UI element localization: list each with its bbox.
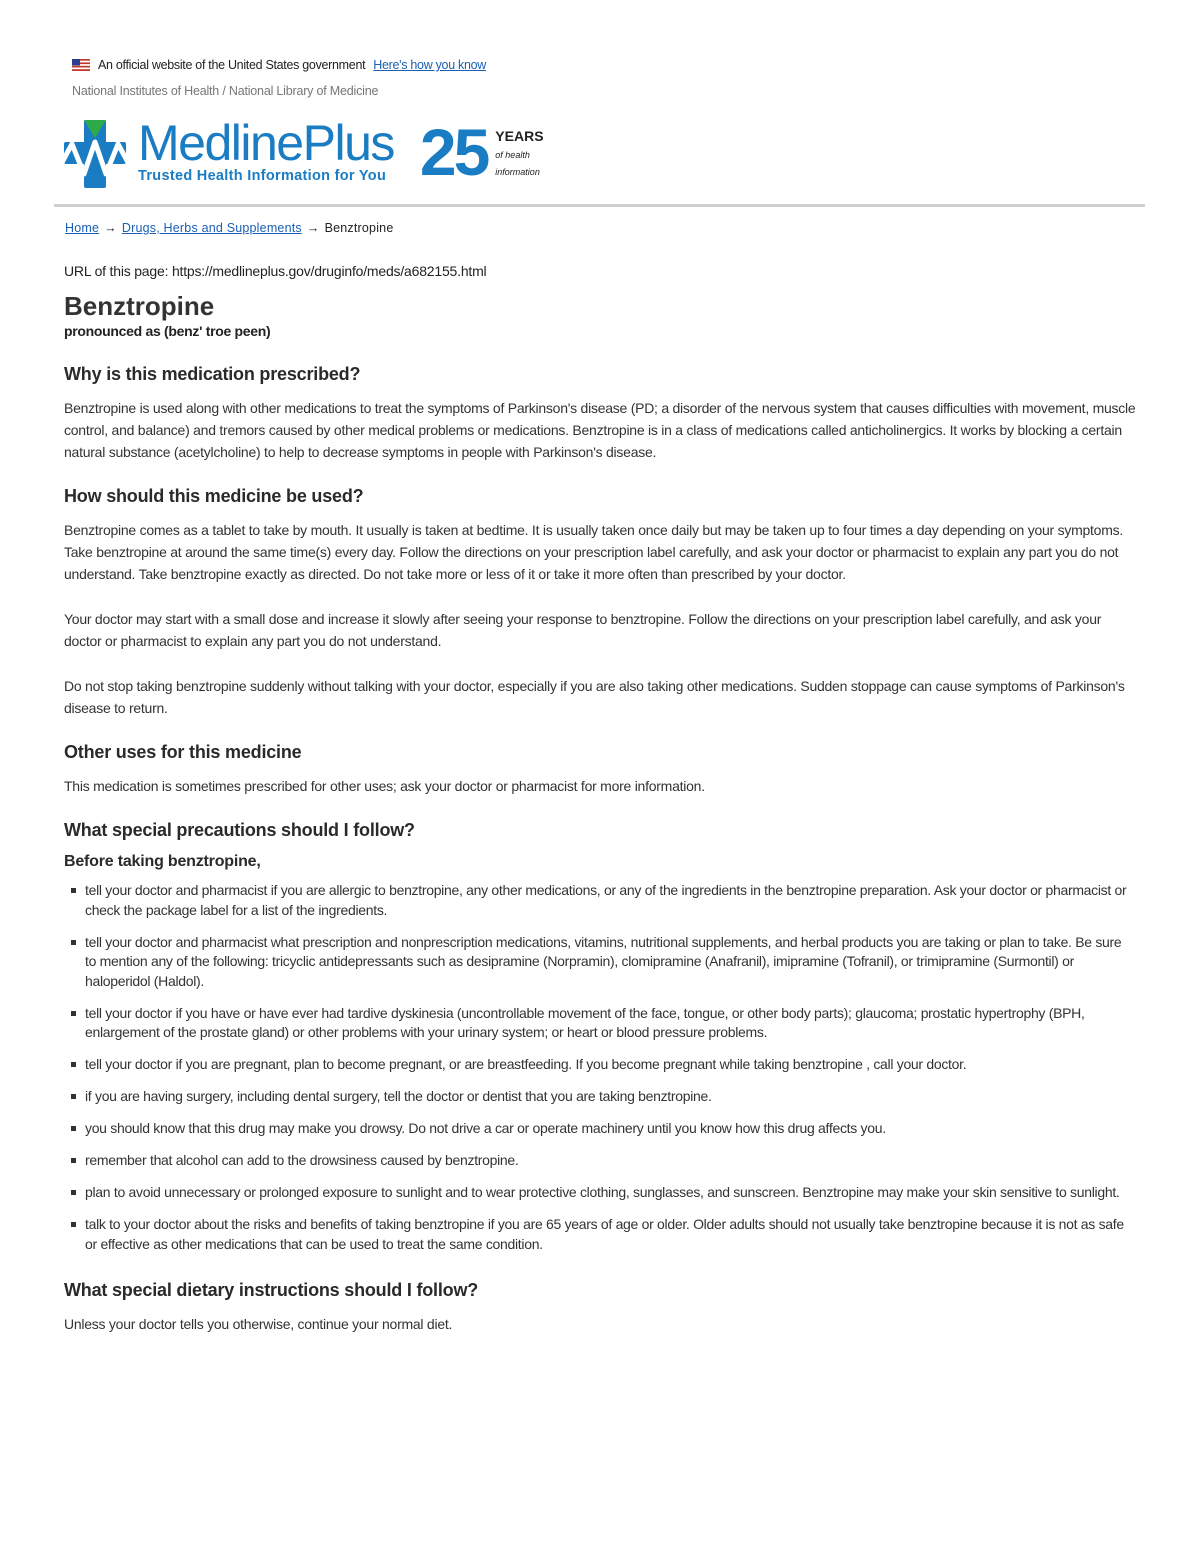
paragraph: Benztropine comes as a tablet to take by mouth. It usually is taken at bedtime. It is usually taken once daily but may be taken up to four times a day depending on your symptoms. Take benztropine at around the same time(s) every day. Follow the directions on your prescription label carefully, and ask your doctor or pharmacist to explain any part you do not understand. Take benztropine exactly as directed. Do not take more or less of it or take it more often than prescribed by your doctor. xyxy=(64,522,1123,582)
list-item-text: talk to your doctor about the risks and benefits of taking benztropine if you are 65 years of age or older. Older adults should not usually take benztropine because it is not as safe or effective as other medications that can be used to treat the same condition. xyxy=(85,1216,1124,1252)
breadcrumb-drugs-link[interactable]: Drugs, Herbs and Supplements xyxy=(121,221,302,235)
list-item-text: if you are having surgery, including dental surgery, tell the doctor or dentist that you are taking benztropine. xyxy=(85,1088,712,1104)
paragraph: Benztropine is used along with other medications to treat the symptoms of Parkinson's disease (PD; a disorder of the nervous system that causes difficulties with movement, muscle control, and balance) and tremors caused by other medical problems or medications. Benztropine is in a class of medications called anticholinergics. It works by blocking a certain natural substance (acetylcholine) to help to decrease symptoms in people with Parkinson's disease. xyxy=(64,400,1136,460)
medlineplus-logo[interactable] xyxy=(58,116,544,192)
bullet-icon xyxy=(71,1011,76,1016)
section-heading: What special dietary instructions should I follow? xyxy=(64,1280,479,1300)
list-item-text: tell your doctor if you are pregnant, plan to become pregnant, or are breastfeeding. If you become pregnant while taking benztropine , call your doctor. xyxy=(85,1056,967,1072)
how-you-know-link[interactable]: Here's how you know xyxy=(373,58,486,72)
section-subheading: Before taking benztropine, xyxy=(64,853,261,870)
section-precautions xyxy=(64,820,1136,1254)
list-item xyxy=(64,1087,1136,1107)
anniversary-years: YEARS xyxy=(495,128,544,144)
anniversary-number: 25 xyxy=(419,115,488,189)
list-item xyxy=(64,933,1136,992)
bullet-icon xyxy=(71,1126,76,1131)
breadcrumb-current: Benztropine xyxy=(324,221,394,235)
list-item-text: tell your doctor and pharmacist what prescription and nonprescription medications, vitamins, nutritional supplements, and herbal products you are taking or plan to take. Be sure to mention any of the following: tricyclic antidepressants such as desipramine (Norpramin), clomipramine (Anafranil), imipramine (Tofranil), or trimipramine (Surmontil) or haloperidol (Haldol). xyxy=(85,933,1122,989)
agency-line: National Institutes of Health / National Library of Medicine xyxy=(72,84,379,98)
header-divider xyxy=(54,204,1145,207)
list-item-text: tell your doctor if you have or have ever had tardive dyskinesia (uncontrollable movement of the face, tongue, or other body parts); glaucoma; prostatic hypertrophy (BPH, enlargement of the prostate gland) or other problems with your urinary system; or heart or blood pressure problems. xyxy=(85,1004,1085,1040)
breadcrumb-home-link[interactable]: Home xyxy=(65,221,100,235)
page-title: Benztropine xyxy=(64,291,215,321)
breadcrumb-arrow-icon: → xyxy=(104,221,117,235)
list-item xyxy=(64,1055,1136,1075)
list-item xyxy=(64,1215,1136,1254)
paragraph: Unless your doctor tells you otherwise, continue your normal diet. xyxy=(64,1316,453,1332)
logo-name-main: Medline xyxy=(138,115,303,171)
section-heading: Why is this medication prescribed? xyxy=(64,364,361,384)
us-flag-icon xyxy=(72,59,90,71)
gov-banner-text: An official website of the United States government xyxy=(98,58,366,72)
bullet-icon xyxy=(71,1190,76,1195)
list-item xyxy=(64,1151,1136,1171)
bullet-icon xyxy=(71,940,76,945)
section-how xyxy=(64,486,1136,719)
page-url: URL of this page: https://medlineplus.gov/druginfo/meds/a682155.html xyxy=(64,263,487,279)
section-other-uses xyxy=(64,742,1136,797)
list-item-text: remember that alcohol can add to the drowsiness caused by benztropine. xyxy=(85,1152,519,1168)
breadcrumb xyxy=(65,221,393,235)
section-heading: Other uses for this medicine xyxy=(64,742,302,762)
list-item xyxy=(64,1119,1136,1139)
bullet-icon xyxy=(71,1222,76,1227)
logo-tagline: Trusted Health Information for You xyxy=(138,168,387,184)
list-item xyxy=(64,1004,1136,1043)
section-why xyxy=(64,364,1136,463)
list-item xyxy=(64,1183,1136,1203)
paragraph: Do not stop taking benztropine suddenly without talking with your doctor, especially if you are also taking other medications. Sudden stoppage can cause symptoms of Parkinson's disease to return. xyxy=(64,678,1125,716)
main-content xyxy=(64,364,1136,1358)
breadcrumb-arrow-icon: → xyxy=(306,221,320,235)
list-item-text: tell your doctor and pharmacist if you are allergic to benztropine, any other medications, or any of the ingredients in the benztropine preparation. Ask your doctor or pharmacist or check the package label for a list of the ingredients. xyxy=(85,882,1127,918)
list-item-text: plan to avoid unnecessary or prolonged exposure to sunlight and to wear protective clothing, sunglasses, and sunscreen. Benztropine may make your skin sensitive to sunlight. xyxy=(85,1184,1120,1200)
bullet-icon xyxy=(71,1062,76,1067)
paragraph: Your doctor may start with a small dose and increase it slowly after seeing your response to benztropine. Follow the directions on your prescription label carefully, and ask your doctor or pharmacist to explain any part you do not understand. xyxy=(64,611,1102,649)
precautions-list xyxy=(64,881,1136,1254)
anniversary-badge xyxy=(419,115,544,189)
bullet-icon xyxy=(71,1094,76,1099)
section-heading: How should this medicine be used? xyxy=(64,486,364,506)
logo-name-plus: Plus xyxy=(302,115,394,171)
gov-banner xyxy=(72,58,486,72)
list-item xyxy=(64,881,1136,920)
medlineplus-mark-icon xyxy=(58,116,132,192)
paragraph: This medication is sometimes prescribed for other uses; ask your doctor or pharmacist for more information. xyxy=(64,778,705,794)
section-diet xyxy=(64,1280,1136,1335)
anniversary-sub-2: information xyxy=(495,167,540,177)
bullet-icon xyxy=(71,1158,76,1163)
section-heading: What special precautions should I follow? xyxy=(64,820,415,840)
logo-wordmark xyxy=(138,116,394,170)
anniversary-sub-1: of health xyxy=(495,150,530,160)
list-item-text: you should know that this drug may make you drowsy. Do not drive a car or operate machinery until you know how this drug affects you. xyxy=(85,1120,886,1136)
bullet-icon xyxy=(71,888,76,893)
pronunciation: pronounced as (benz' troe peen) xyxy=(64,323,271,339)
